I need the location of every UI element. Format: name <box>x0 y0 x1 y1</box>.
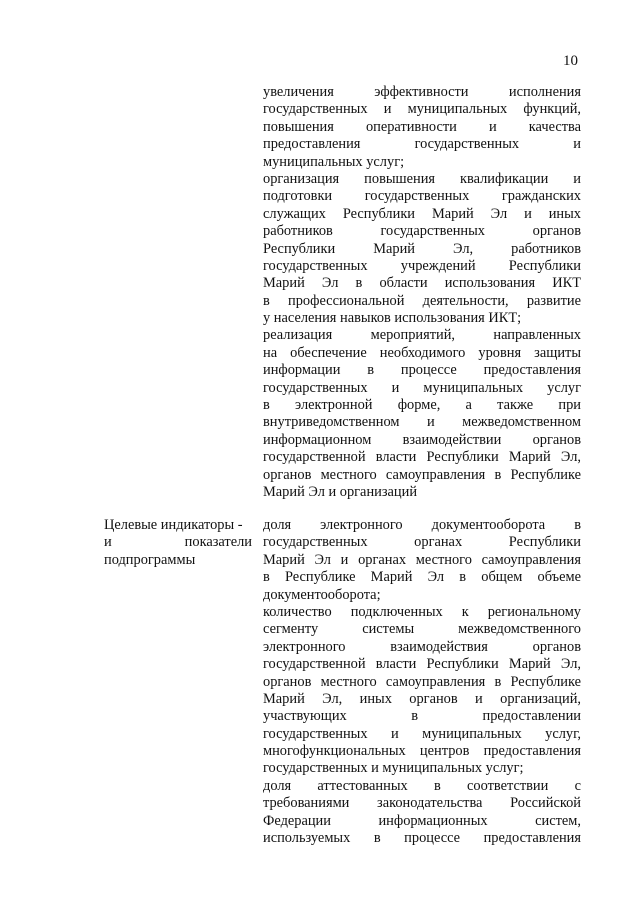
text-line: реализация мероприятий, направленных <box>263 327 581 344</box>
section-2-label <box>104 517 252 569</box>
text-line: доля электронного документооборота в <box>263 517 581 533</box>
page-number: 10 <box>563 53 578 69</box>
label-line: подпрограммы <box>104 551 196 568</box>
text-line: предоставления государственных и <box>263 136 581 153</box>
text-line: информационном взаимодействии органов <box>263 431 581 448</box>
text-line: государственных и муниципальных услуг, <box>263 725 581 742</box>
text-line: у населения навыков использования ИКТ; <box>263 310 522 327</box>
text-line: сегменту системы межведомственного <box>263 621 581 638</box>
text-line: государственных учреждений Республики <box>263 257 581 274</box>
text-line: государственной власти Республики Марий Эл, <box>263 656 581 673</box>
text-line: государственных и муниципальных услуг <box>263 379 581 396</box>
text-line: в Республике Марий Эл в общем объеме <box>263 569 581 586</box>
text-line: Марий Эл и организаций <box>263 483 418 500</box>
text-line: государственных и муниципальных услуг; <box>263 760 524 777</box>
label-line: и показатели <box>104 534 252 551</box>
section-1-text <box>263 84 581 501</box>
text-line: увеличения эффективности исполнения <box>263 84 581 100</box>
section-2-text <box>263 517 581 847</box>
text-line: служащих Республики Марий Эл и иных <box>263 205 581 222</box>
text-line: внутриведомственном и межведомственном <box>263 414 581 431</box>
text-line: подготовки государственных гражданских <box>263 188 581 205</box>
text-line: органов местного самоуправления в Республике <box>263 466 581 483</box>
text-line: электронного взаимодействия органов <box>263 638 581 655</box>
label-line: Целевые индикаторы - <box>104 517 243 533</box>
text-line: работников государственных органов <box>263 223 581 240</box>
text-line: участвующих в предоставлении <box>263 708 581 725</box>
text-line: количество подключенных к региональному <box>263 603 581 620</box>
text-line: в профессиональной деятельности, развитие <box>263 292 581 309</box>
text-line: многофункциональных центров предоставления <box>263 743 581 760</box>
text-line: в электронной форме, а также при <box>263 397 581 414</box>
text-line: государственных и муниципальных функций, <box>263 101 581 118</box>
text-line: на обеспечение необходимого уровня защиты <box>263 344 581 361</box>
text-line: документооборота; <box>263 586 381 603</box>
text-line: органов местного самоуправления в Республике <box>263 673 581 690</box>
text-line: информации в процессе предоставления <box>263 362 581 379</box>
text-line: повышения оперативности и качества <box>263 118 581 135</box>
text-line: Федерации информационных систем, <box>263 812 581 829</box>
text-line: государственных органах Республики <box>263 534 581 551</box>
text-line: требованиями законодательства Российской <box>263 795 581 812</box>
text-line: организация повышения квалификации и <box>263 170 581 187</box>
text-line: Марий Эл в области использования ИКТ <box>263 275 581 292</box>
text-line: используемых в процессе предоставления <box>263 830 581 847</box>
text-line: доля аттестованных в соответствии с <box>263 777 581 794</box>
text-line: Марий Эл и органах местного самоуправления <box>263 551 581 568</box>
text-line: муниципальных услуг; <box>263 153 405 170</box>
text-line: Марий Эл, иных органов и организаций, <box>263 690 581 707</box>
text-line: Республики Марий Эл, работников <box>263 240 581 257</box>
text-line: государственной власти Республики Марий Эл, <box>263 449 581 466</box>
